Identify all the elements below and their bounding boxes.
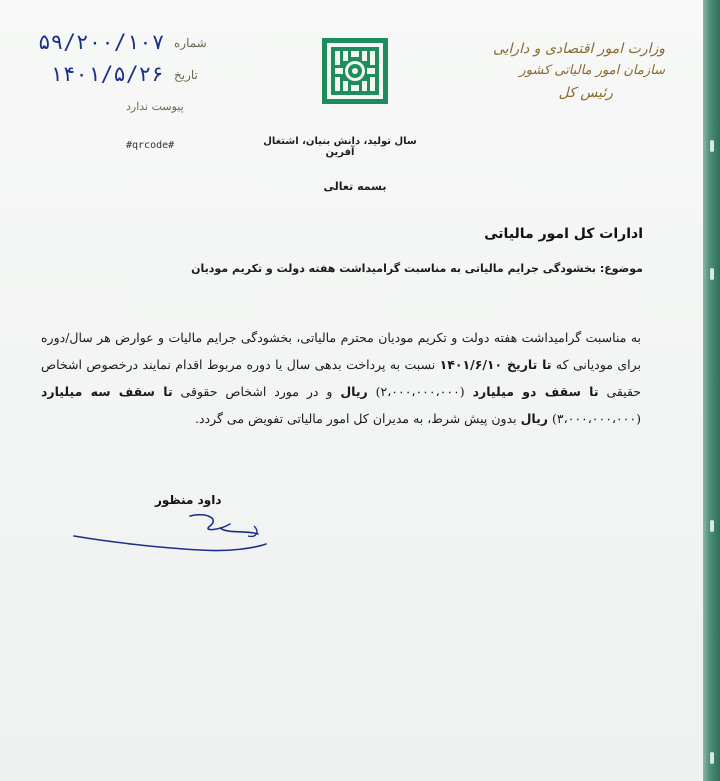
body-text-5: (۳،۰۰۰،۰۰۰،۰۰۰) (548, 411, 641, 426)
signer-name: داود منظور (155, 493, 222, 507)
body-text-2: نسبت به پرداخت بدهی سال یا دوره مربوط اقدام نمایند درخصوص اشخاص حقیقی (41, 357, 642, 399)
recipient: ادارات کل امور مالیاتی (484, 226, 643, 242)
body-text-3: (۲،۰۰۰،۰۰۰،۰۰۰) (367, 384, 473, 399)
strip-mark (710, 140, 714, 152)
ministry-header (485, 38, 665, 104)
letter-date: ۱۴۰۱/۵/۲۶ (50, 62, 164, 86)
year-motto: سال تولید، دانش بنیان، اشتغال آفرین (263, 136, 417, 158)
body-text-1: به مناسبت گرامیداشت هفته دولت و تکریم مودیان محترم مالیاتی، بخشودگی جرایم مالیات و عوارض هر سال/دوره برای مودیانی که (41, 330, 641, 372)
tax-organization-logo-icon (322, 38, 388, 104)
body-text-6: بدون پیش شرط، به مدیران کل امور مالیاتی تفویض می گردد. (194, 411, 521, 426)
ministry-line-2: سازمان امور مالیاتی کشور (519, 63, 665, 78)
ministry-line-1: وزارت امور اقتصادی و دارایی (492, 41, 665, 57)
body-rial-2: ریال (520, 411, 548, 426)
reference-block (30, 28, 207, 118)
green-folder-edge (703, 0, 720, 781)
ref-number: ۵۹/۲۰۰/۱۰۷ (38, 30, 165, 54)
strip-mark (710, 752, 714, 764)
letter-subject: موضوع: بخشودگی جرایم مالیاتی به مناسبت گرامیداشت هفته دولت و تکریم مودیان (191, 262, 643, 275)
body-deadline: تا تاریخ ۱۴۰۱/۶/۱۰ (439, 357, 552, 372)
signature-icon (70, 508, 270, 560)
body-text-4: و در مورد اشخاص حقوقی (172, 384, 341, 399)
ministry-line-3: رئیس کل (558, 85, 613, 101)
attachment-label: پیوست ندارد (126, 100, 184, 113)
qrcode-placeholder: #qrcode# (126, 140, 175, 151)
body-rial-1: ریال (340, 384, 368, 399)
letter-body (41, 324, 641, 432)
body-natural-cap: تا سقف دو میلیارد (472, 384, 599, 399)
strip-mark (710, 268, 714, 280)
date-label: تاریخ (174, 68, 198, 82)
ref-number-label: شماره (174, 36, 207, 50)
strip-mark (710, 520, 714, 532)
body-legal-cap: تا سقف سه میلیارد (41, 384, 173, 399)
basmala: بسمه تعالی (323, 180, 387, 193)
